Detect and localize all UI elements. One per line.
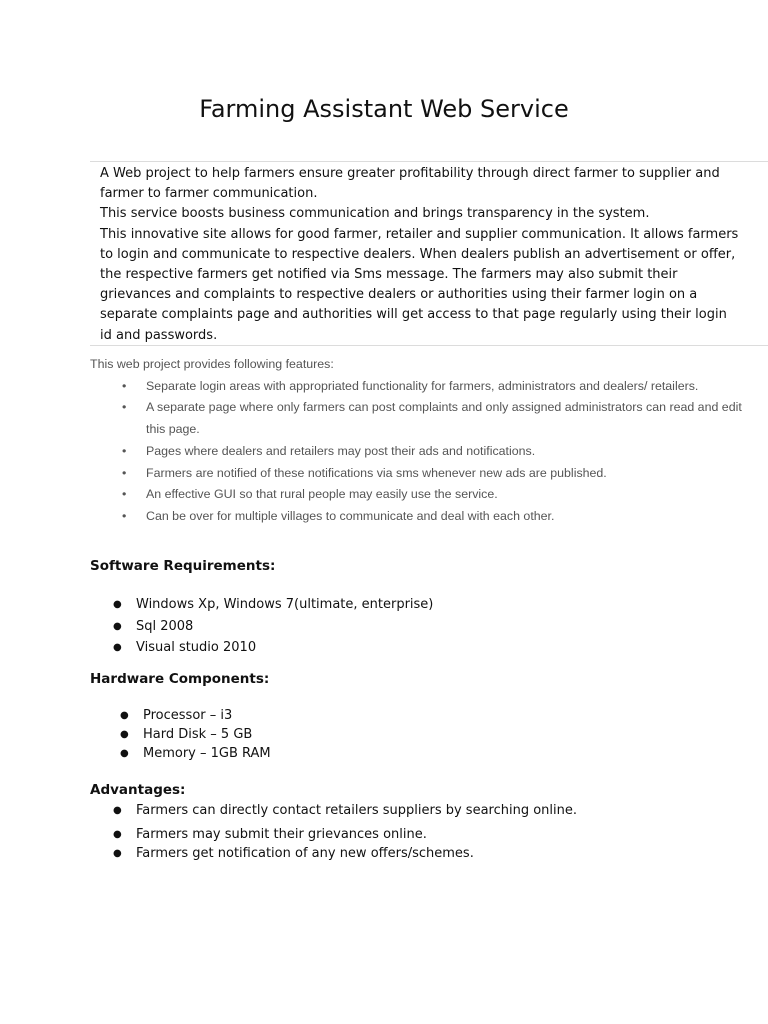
advantages-list	[136, 801, 577, 863]
hardware-item: ● Memory – 1GB RAM	[143, 745, 271, 764]
advantage-item: ● Farmers can directly contact retailers suppliers by searching online.	[136, 801, 577, 820]
software-item: ● Visual studio 2010	[136, 637, 433, 659]
feature-item: • Farmers are notified of these notifications via sms whenever new ads are published.	[146, 463, 760, 485]
feature-item: • Separate login areas with appropriated functionality for farmers, administrators and dealers/ retailers.	[146, 376, 760, 398]
feature-item: • A separate page where only farmers can post complaints and only assigned administrators can read and edit this page.	[146, 397, 760, 440]
hardware-item: ● Processor – i3	[143, 707, 271, 726]
hardware-list	[143, 707, 271, 763]
advantage-item: ● Farmers may submit their grievances online.	[136, 825, 577, 844]
intro-block	[100, 164, 740, 346]
feature-item: • Pages where dealers and retailers may post their ads and notifications.	[146, 441, 760, 463]
intro-paragraph: A Web project to help farmers ensure greater profitability through direct farmer to supplier and farmer to farmer communication.	[100, 166, 720, 202]
intro-paragraph: This innovative site allows for good farmer, retailer and supplier communication. It allows farmers to login and communicate to respective dealers. When dealers publish an advertisement or offer, the respective farmers get notified via Sms message. The farmers may also submit their grievances and complaints to respective dealers or authorities using their farmer login on a separate complaints page and authorities will get access to that page regularly using their login id and passwords.	[100, 226, 739, 343]
features-intro: This web project provides following features:	[90, 357, 334, 371]
intro-paragraph: This service boosts business communication and brings transparency in the system.	[100, 206, 650, 222]
document-title: Farming Assistant Web Service	[199, 95, 569, 123]
feature-item: • Can be over for multiple villages to communicate and deal with each other.	[146, 506, 760, 528]
divider-bottom	[90, 345, 768, 346]
hardware-heading: Hardware Components:	[90, 671, 270, 687]
software-item: ● Sql 2008	[136, 616, 433, 638]
features-section	[90, 354, 760, 528]
advantage-item: ● Farmers get notification of any new offers/schemes.	[136, 844, 577, 863]
advantages-heading: Advantages:	[90, 782, 186, 798]
hardware-item: ● Hard Disk – 5 GB	[143, 726, 271, 745]
software-list	[136, 594, 433, 659]
feature-item: • An effective GUI so that rural people may easily use the service.	[146, 484, 760, 506]
software-heading: Software Requirements:	[90, 558, 276, 574]
divider-top	[90, 161, 768, 162]
software-item: ● Windows Xp, Windows 7(ultimate, enterprise)	[136, 594, 433, 616]
features-list	[90, 376, 760, 528]
